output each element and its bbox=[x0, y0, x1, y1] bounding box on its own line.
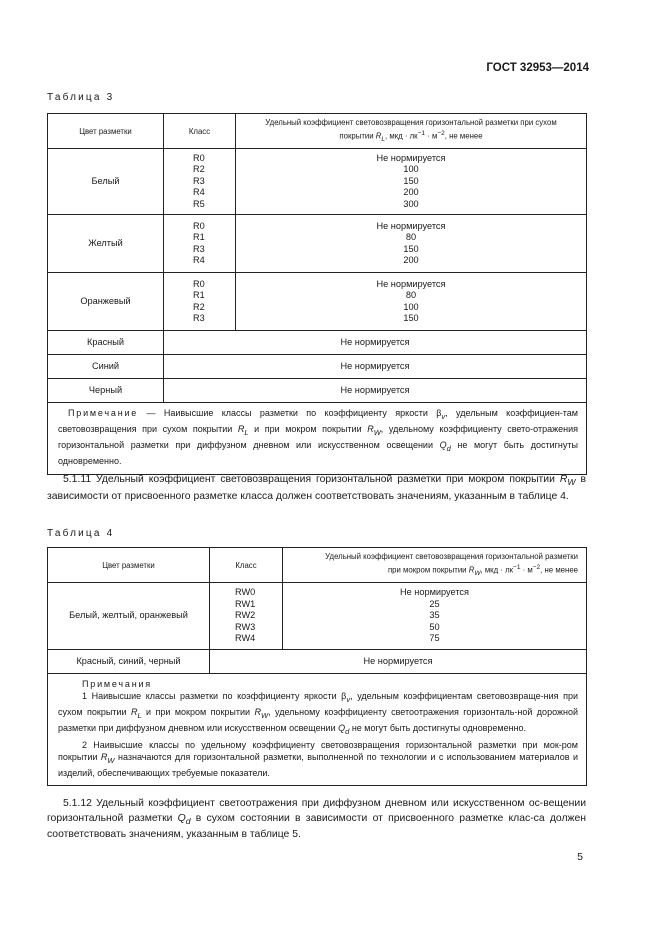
table3-classes-white: R0 R2 R3 R4 R5 bbox=[164, 149, 236, 215]
table3-classes-yellow: R0 R1 R3 R4 bbox=[164, 215, 236, 273]
table3-value-red: Не нормируется bbox=[164, 331, 587, 355]
table4-values: Не нормируется 25 35 50 75 bbox=[283, 583, 587, 650]
table3-header-coef bbox=[236, 114, 587, 149]
table3-note: Примечание — Наивысшие классы разметки по коэффициенту яркости $\beta_v$, удельным коэффициен-там световозвращения при сухом покрытии $R_L$ и при мокром покрытии $R_W$, удельному коэффициенту свето-отражения горизонтальной разметки при диффузном дневном или искусственном освещении $Q_d$ не могут быть достигнуты одновременно. bbox=[48, 403, 587, 475]
table4-row-red-blue-black bbox=[48, 650, 587, 674]
table3-color-blue: Синий bbox=[48, 355, 164, 379]
table4-note-1: 1 Наивысшие классы разметки по коэффициенту яркости $\beta_v$, удельным коэффициентам световозвраще-ния при сухом покрытии $R_L$ и при мокром покрытии $R_W$, удельному коэффициенту светоотражения горизонталь-ной дорожной разметки при диффузном дневном или искусственном освещении $Q_d$ не могут быть достигнуты одновременно. bbox=[58, 691, 579, 737]
table4-notes-row bbox=[48, 674, 587, 786]
table4-color-simple: Красный, синий, черный bbox=[48, 650, 210, 674]
table4-header-coef-line2: при мокром покрытии $R_W$, мкд · $лк^{-1} \cdot м^{-2}$, не менее bbox=[387, 563, 578, 578]
table3-row-black bbox=[48, 379, 587, 403]
table3-value-black: Не нормируется bbox=[164, 379, 587, 403]
table3-note-row bbox=[48, 403, 587, 475]
table3 bbox=[47, 113, 587, 475]
table3-value-blue: Не нормируется bbox=[164, 355, 587, 379]
paragraph-5-1-11: 5.1.11 Удельный коэффициент световозвращения горизонтальной разметки при мокром покрытии $R_W$ в зависимости от присвоенного разметке класса должен соответствовать значениям, указанным в таблице 4. bbox=[47, 474, 586, 502]
table4-color-group: Белый, желтый, оранжевый bbox=[48, 583, 210, 650]
table3-values-orange: Не нормируется 80 100 150 bbox=[236, 273, 587, 331]
table4-caption: Таблица 4 bbox=[47, 528, 115, 539]
table3-color-white: Белый bbox=[48, 149, 164, 215]
table4 bbox=[47, 547, 587, 786]
table3-header-coef-line1: Удельный коэффициент световозвращения горизонтальной разметки при сухом bbox=[265, 117, 557, 127]
table4-header-coef-line1: Удельный коэффициент световозвращения горизонтальной разметки bbox=[325, 551, 578, 561]
page-number: 5 bbox=[577, 851, 583, 863]
table3-color-black: Черный bbox=[48, 379, 164, 403]
table4-note-2: 2 Наивысшие классы по удельному коэффициенту световозвращения горизонтальной разметки при мок-ром покрытии $R_W$ назначаются для горизонтальной разметки, выполненной по технологии и с использованием материалов и изделий, обеспечивающих требуемые показатели. bbox=[58, 739, 578, 778]
table3-row-orange bbox=[48, 273, 587, 331]
table4-notes bbox=[48, 674, 587, 786]
table4-header-color: Цвет разметки bbox=[48, 548, 210, 583]
table3-values-white: Не нормируется 100 150 200 300 bbox=[236, 149, 587, 215]
table3-header-coef-line2: покрытии $R_L$, мкд · $лк^{-1} \cdot м^{-2}$, не менее bbox=[339, 129, 483, 144]
table3-row-yellow bbox=[48, 215, 587, 273]
paragraph-5-1-12: 5.1.12 Удельный коэффициент светоотражения при диффузном дневном или искусственном ос-вещении горизонтальной разметки $Q_d$ в сухом состоянии в зависимости от присвоенного разметке клас-са должен соответствовать значениям, указанным в таблице 5. bbox=[47, 798, 586, 841]
table3-classes-orange: R0 R1 R2 R3 bbox=[164, 273, 236, 331]
table4-row-white-yellow-orange bbox=[48, 583, 587, 650]
table4-classes: RW0 RW1 RW2 RW3 RW4 bbox=[210, 583, 283, 650]
table3-values-yellow: Не нормируется 80 150 200 bbox=[236, 215, 587, 273]
table4-header-class: Класс bbox=[210, 548, 283, 583]
table3-color-red: Красный bbox=[48, 331, 164, 355]
document-id: ГОСТ 32953—2014 bbox=[486, 62, 589, 74]
table3-color-yellow: Желтый bbox=[48, 215, 164, 273]
table3-header-row bbox=[48, 114, 587, 149]
table4-header-coef bbox=[283, 548, 587, 583]
table4-header-row bbox=[48, 548, 587, 583]
table4-notes-label: Примечания bbox=[82, 679, 152, 689]
table3-header-color: Цвет разметки bbox=[48, 114, 164, 149]
table4-value-simple: Не нормируется bbox=[210, 650, 587, 674]
table3-row-red bbox=[48, 331, 587, 355]
table3-color-orange: Оранжевый bbox=[48, 273, 164, 331]
table3-row-white bbox=[48, 149, 587, 215]
table3-header-class: Класс bbox=[164, 114, 236, 149]
table3-caption: Таблица 3 bbox=[47, 92, 115, 103]
table3-row-blue bbox=[48, 355, 587, 379]
